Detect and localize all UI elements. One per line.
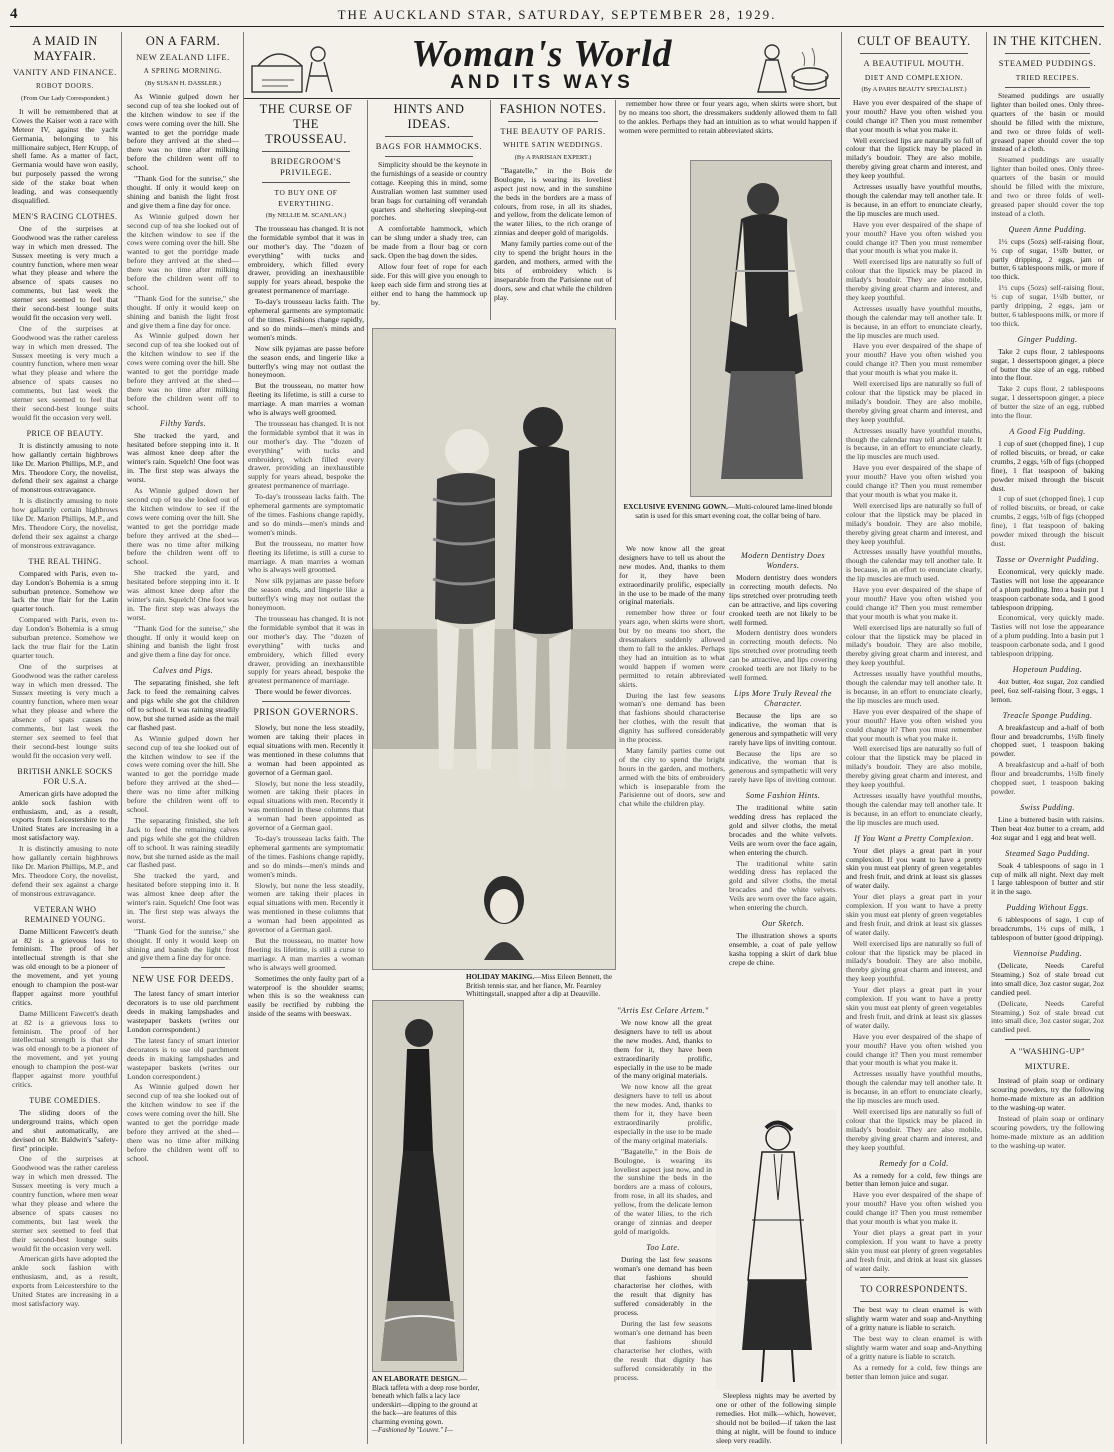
caption-text: Miss Eileen Bennett, the British tennis star, and her fiance, Mr. Fearnley Whittingstall, snapped after a dip at Deauville. (466, 973, 613, 999)
divider (860, 1301, 968, 1302)
column-cult-of-beauty (846, 32, 982, 1444)
headline: A "WASHING-UP" MIXTURE. (1009, 1046, 1086, 1072)
article-text: But the trousseau, no matter how fleeting its lifetime, is still a curse to marriage. A man marries a woman who is always well groomed. (248, 381, 364, 418)
caption-title: AN ELABORATE DESIGN. (372, 1375, 460, 1383)
page-number: 4 (10, 6, 18, 22)
recipe-name: Treacle Sponge Pudding. (1002, 710, 1093, 720)
subhead: A BEAUTIFUL MOUTH. (863, 58, 965, 68)
caption-evening-gown: EXCLUSIVE EVENING GOWN.—Multi-coloured lame-lined blonde satin is used for this smart evening coat, the collar being of hare. (623, 503, 833, 520)
section-heading: TUBE COMEDIES. (29, 1095, 101, 1105)
article-text: She tracked the yard, and hesitated before stepping into it. It was almost knee deep after the winter's rain. Squelch! One foot was in. The first step was always the worst. (127, 430, 239, 485)
article-text: The traditional white satin wedding dress has replaced the gold and silver cloths, the metal brocades and the white velvets. Veils are worn over the face again, when entering the church. (729, 858, 837, 913)
article-text: Have you ever despaired of the shape of your mouth? Have you often wished you could change it? Then you must remember that your mouth is what you make it. (846, 1031, 982, 1068)
article-text: Sleepless nights may be averted by one or other of the following simple remedies. Hot milk—which, however, should not be boiled—if taken the last thing at night, will be found to induce sleep very readily. (716, 1392, 836, 1444)
article-text: Modern dentistry does wonders in correcting mouth defects. No lips stretched over protruding teeth can be attractive, and lips covering crooked teeth are not likely to be well formed. (729, 573, 837, 627)
article-text: But the trousseau, no matter how fleeting its lifetime, is still a curse to marriage. A man marries a woman who is always well groomed. (248, 538, 364, 575)
divider (141, 967, 225, 968)
column-hints-and-ideas (371, 100, 487, 320)
article-text: The sliding doors of the underground trains, which open and shut automatically, are devised on Mr. Baldwin's "safety-first" principle. (12, 1107, 118, 1153)
section-heading: Modern Dentistry Does Wonders. (741, 551, 825, 570)
article-text: To-day's trousseau lacks faith. The ephemeral garments are symptomatic of the times. Fashions change rapidly, and so do minds—men's minds and women's minds. (248, 297, 364, 342)
headline: IN THE KITCHEN. (993, 34, 1102, 48)
column-rule (841, 32, 842, 1444)
elaborate-design-photo (372, 1000, 464, 1372)
article-text: As a remedy for a cold, few things are better than lemon juice and sugar. (846, 1170, 982, 1189)
article-text: Steamed puddings are usually lighter than boiled ones. Only three-quarters of the basin or mould should be filled with the mixture, and two or three folds of well-greased paper should cover the top instead of a cloth. (991, 91, 1104, 154)
column-on-a-farm (127, 32, 239, 1444)
article-text: To-day's trousseau lacks faith. The ephemeral garments are symptomatic of the times. Fashions change rapidly, and so do minds—men's minds and women's minds. (248, 492, 364, 537)
woman-portrait-icon (470, 860, 538, 960)
recipe-name: A Good Fig Pudding. (1009, 427, 1086, 436)
article-text: As a remedy for a cold, few things are better than lemon juice and sugar. (846, 1362, 982, 1381)
article-text: Because the lips are so indicative, the woman that is generous and sympathetic will very rarely have lips of inviting contour. (729, 748, 837, 785)
column-rule (367, 100, 368, 1444)
column-beauty-middle (729, 545, 837, 1105)
article-text: Slowly, but none the less steadily, women are taking their places in equal situations with men. Recently it was mentioned in these columns that a woman had been appointed as governor of a German gaol. (248, 723, 364, 777)
headline: THE CURSE OF THE (259, 102, 353, 131)
article-text: Well exercised lips are naturally so full of colour that the lipstick may be placed in milady's boudoir. They are also mobile, thereby giving great charm and interest, and they keep youthful. (846, 938, 982, 984)
recipe-name: Ginger Pudding. (1017, 334, 1078, 344)
article-text: Your diet plays a great part in your complexion. If you want to have a pretty skin you must eat plenty of green vegetables and fresh fruit, and drink at least six glasses of water daily. (846, 985, 982, 1030)
recipe-text: Economical, very quickly made. Tasties will not lose the appearance of a plum pudding. Into a basin put 1 teaspoon carbonate soda, and 1 good tablespoon dripping. (991, 613, 1104, 659)
article-text: The separating finished, she left Jack to feed the remaining calves and pigs while she got the children off to school. It was raining steadily now, but she turned aside as the mail car flashed past. (127, 678, 239, 732)
evening-coat-figure-icon (691, 161, 831, 496)
subhead: WHITE SATIN WEDDINGS. (503, 141, 603, 149)
article-text: remember how three or four years ago, when skirts were short, but by no means too short, the dressmakers suddenly allowed them to fall to the ankles. Perhaps they had an intuition as to what would happen if women were permitted to retain abbreviated skirts. (619, 608, 725, 689)
divider (385, 156, 473, 157)
subhead: BRIDEGROOM'S PRIVILEGE. (270, 156, 342, 177)
article-text: Now silk pyjamas are passe before the season ends, and lingerie like a butterfly's wing may not outlast the honeymoon. (248, 576, 364, 613)
womans-world-banner (244, 32, 840, 99)
subhead: BAGS FOR HAMMOCKS. (375, 141, 483, 151)
article-text: Your diet plays a great part in your complexion. If you want to have a pretty skin you must eat plenty of green vegetables and fresh fruit, and drink at least six glasses of water daily. (846, 845, 982, 891)
article-text: The separating finished, she left Jack to feed the remaining calves and pigs while she got the children off to school. It was raining steadily now, but she turned aside as the mail car flashed past. (127, 815, 239, 870)
caption-title: EXCLUSIVE EVENING GOWN. (623, 503, 728, 511)
article-text: Actresses usually have youthful mouths, though the calendar may tell another tale. It is because, in an effort to enunciate clearly, the lip muscles are much used. (846, 1069, 982, 1106)
article-text: She tracked the yard, and hesitated before stepping into it. It was almost knee deep after the winter's rain. Squelch! One foot was in. The first step was always the worst. (127, 568, 239, 622)
section-heading: Filthy Yards. (160, 418, 206, 428)
sports-ensemble-sketch (716, 1110, 836, 1390)
article-text: Well exercised lips are naturally so full of colour that the lipstick may be placed in milady's boudoir. They are also mobile, thereby giving great charm and interest, and they keep youthful. (846, 500, 982, 546)
byline: (By A PARIS BEAUTY SPECIALIST.) (861, 86, 967, 93)
column-fashion-middle (619, 545, 725, 995)
article-text: The illustration shows a sports ensemble, a coat of pale yellow kasha topping a skirt of dark blue crepe de chine. (729, 931, 837, 967)
article-text: Well exercised lips are naturally so full of colour that the lipstick may be placed in milady's boudoir. They are also mobile, thereby giving great charm and interest, and they keep youthful. (846, 257, 982, 302)
recipe-name: Pudding Without Eggs. (1006, 903, 1089, 913)
article-text: As Winnie gulped down her second cup of tea she looked out of the kitchen window to see if the cows were coming over the hill. She wanted to get the porridge made before they arrived at the shed—there was no time after milking before the children went off to school. (127, 91, 239, 173)
article-text: Well exercised lips are naturally so full of colour that the lipstick may be placed in milady's boudoir. They are also mobile, thereby giving great charm and interest, and they keep youthful. (846, 135, 982, 181)
section-heading: THE REAL THING. (28, 556, 102, 566)
article-text: Many family parties come out of the city to spend the bright hours in the garden, and mothers, armed with the bits of embroidery which is inseparable from the Parisienne out of doors, sew and chat while the children play. (619, 745, 725, 809)
recipe-text: 1½ cups (5ozs) self-raising flour, ½ cup of sugar, 1½lb butter, or partly dripping, 2 eggs, jam or butter, 6 tablespoons milk, or more if too thick. (991, 236, 1104, 282)
article-text: Have you ever despaired of the shape of your mouth? Have you often wished you could change it? Then you must remember that your mouth is what you make it. (846, 219, 982, 256)
article-text: Steamed puddings are usually lighter than boiled ones. Only three-quarters of the basin or mould should be filled with the mixture, and two or three folds of well-greased paper should cover the top instead of a cloth. (991, 155, 1104, 218)
article-text: "Thank God for the sunrise," she thought. If only it would keep on shining and banish the light frost and give them a fine day for once. (127, 293, 239, 330)
section-heading: Too Late. (646, 1242, 680, 1252)
article-text: We now know all the great designers have to tell us about the new modes. And, thanks to them for it, they have been extraordinarily prolific, especially in the use to be made of the many original materials. (614, 1082, 712, 1145)
article-text: Actresses usually have youthful mouths, though the calendar may tell another tale. It is because, in an effort to enunciate clearly, the lip muscles are much used. (846, 547, 982, 584)
banner-title: Woman's World (411, 33, 673, 75)
article-text: But the trousseau, no matter how fleeting its lifetime, is still a curse to marriage. A man marries a woman who is always well groomed. (248, 935, 364, 972)
article-text: Dame Millicent Fawcett's death at 82 is a grievous loss to feminism. The proof of her intellectual strength is that she was old enough to be a pioneer of the movement, and yet young enough to champion the post-war flapper against more youthful critics. (12, 926, 118, 1007)
recipe-text: 1½ cups (5ozs) self-raising flour, ½ cup of sugar, 1½lb butter, or partly dripping, 2 eggs, jam or butter, 6 tablespoons milk, or more if too thick. (991, 283, 1104, 328)
headline: A MAID IN MAYFAIR. (32, 34, 98, 63)
article-text: One of the surprises at Goodwood was the rather careless way in which men dressed. The Sussex meeting is very much a country function, where men wear what they please and where the absence of spats causes no comments, but last week the sterner sex seemed to feel that their second-best lounge suits would fit the occasion very well. (12, 223, 118, 322)
article-text: During the last few seasons woman's one demand has been that fashions should characterise her clothes, with the result that dignity has suffered considerably in the process. (614, 1319, 712, 1382)
article-text: Actresses usually have youthful mouths, though the calendar may tell another tale. It is because, in an effort to enunciate clearly, the lip muscles are much used. (846, 303, 982, 340)
byline: (From Our Lady Correspondent.) (21, 95, 109, 102)
subhead: DIET AND COMPLEXION. (864, 73, 964, 82)
headline: HINTS AND IDEAS. (393, 102, 465, 131)
column-in-the-kitchen (991, 32, 1104, 1444)
caption-text: Multi-coloured lame-lined blonde satin is used for this smart evening coat, the collar being of hare. (635, 503, 833, 520)
section-heading: Remedy for a Cold. (879, 1158, 949, 1168)
article-text: As Winnie gulped down her second cup of tea she looked out of the kitchen window to see if the cows were coming over the hill. She wanted to get the porridge made before they arrived at the shed—there was no time after milking before the children went off to school. (127, 1082, 239, 1163)
banner-subtitle: AND ITS WAYS (450, 72, 634, 93)
article-text: Compared with Paris, even to-day London's Bohemia is a smug suburban pretence. Somehow we lack the true flair for the Latin quarter touch. (12, 615, 118, 660)
article-text: Instead of plain soap or ordinary scouring powders, try the following home-made mixture as an addition to the washing-up water. (991, 1113, 1104, 1150)
divider (1005, 53, 1090, 54)
article-text: "Thank God for the sunrise," she thought. If only it would keep on shining and banish the light frost and give them a fine day for once. (127, 926, 239, 963)
article-text: The latest fancy of smart interior decorators is to use old parchment deeds in making lampshades and wastepaper baskets (writes our London correspondent.) (127, 1035, 239, 1081)
subhead: STEAMED PUDDINGS. (998, 58, 1097, 68)
recipe-text: 1 cup of suet (chopped fine), 1 cup of rolled biscuits, or bread, or cake crumbs, 2 eggs, ½lb of figs (chopped fine), 1 flat teaspoon of baking powder mixed through the biscuit dust. (991, 439, 1104, 493)
article-text: It is distinctly amusing to note how gallantly certain highbrows like Dr. Marion Phillips, M.P., and Mrs. Theodore Cory, the novelist, defend their sex against a charge of monstrous extravagance. (12, 844, 118, 898)
article-text: Because the lips are so indicative, the woman that is generous and sympathetic will very rarely have lips of inviting contour. (729, 710, 837, 747)
subhead: VANITY AND FINANCE. (13, 67, 117, 77)
column-rule (986, 32, 987, 1444)
byline: (By A PARISIAN EXPERT.) (514, 154, 592, 161)
subhead: ROBOT DOORS. (35, 82, 95, 90)
column-rule (121, 32, 122, 1444)
recipe-name: Hopetoun Pudding. (1012, 664, 1083, 674)
caption-title: HOLIDAY MAKING. (466, 973, 535, 981)
article-text: One of the surprises at Goodwood was the rather careless way in which men dressed. The Sussex meeting is very much a country function, where men wear what they please and where the absence of spats causes no comments, but last week the sterner sex seemed to feel that their second-best lounge suits would fit the occasion very well. (12, 661, 118, 760)
headline: PRISON GOVERNORS. (253, 708, 359, 719)
caption-elaborate-design: AN ELABORATE DESIGN.—Black taffeta with a deep rose border, beneath which falls a lacy lace underskirt—dipping to the ground at the back—are features of this charming evening gown. —Fashioned by "Louvre." I— (372, 1375, 482, 1435)
article-text: One of the surprises at Goodwood was the rather careless way in which men dressed. The Sussex meeting is very much a country function, where men wear what they please and where the absence of spats causes no comments, but last week the sterner sex seemed to feel that their second-best lounge suits would fit the occasion very well. (12, 1154, 118, 1253)
byline: (By SUSAN H. DASSLER.) (144, 80, 222, 87)
section-heading: PRICE OF BEAUTY. (26, 428, 104, 438)
subhead: NEW ZEALAND LIFE. (136, 52, 230, 62)
divider (385, 136, 473, 137)
article-text: Actresses usually have youthful mouths, though the calendar may tell another tale. It is because, in an effort to enunciate clearly, the lip muscles are much used. (846, 790, 982, 827)
article-text: Allow four feet of rope for each side. For this will give you enough to keep each side firm and strong ties at either end to hang the hammock up by. (371, 261, 487, 307)
column-rule (243, 32, 244, 1444)
recipe-text: Take 2 cups flour, 2 tablespoons sugar, 1 dessertspoon ginger, a piece of butter the size of an egg, rubbed into the flour. (991, 346, 1104, 383)
headline: NEW USE FOR DEEDS. (132, 974, 234, 985)
recipe-name: Tasse or Overnight Pudding. (996, 554, 1099, 564)
column-fashion-notes (494, 100, 612, 320)
article-text: One of the surprises at Goodwood was the rather careless way in which men dressed. The Sussex meeting is very much a country function, where men wear what they please and where the absence of spats causes no comments, but last week the sterner sex seemed to feel that their second-best lounge suits would fit the occasion very well. (12, 323, 118, 422)
sports-ensemble-figure-icon (716, 1110, 836, 1390)
article-text: American girls have adopted the ankle sock fashion with enthusiasm, and, as a result, exports from Leicestershire to the United States are increasing in a most satisfactory way. (12, 1254, 118, 1308)
article-text: As Winnie gulped down her second cup of tea she looked out of the kitchen window to see if the cows were coming over the hill. She wanted to get the porridge made before they arrived at the shed—there was no time after milking before the children went off to school. (127, 211, 239, 292)
recipe-text: (Delicate, Needs Careful Steaming.) Soz of stale bread cut into small dice, 3oz castor sugar, 2oz candied peel. (991, 960, 1104, 997)
recipe-name: Swiss Pudding. (1020, 802, 1075, 812)
article-text: Have you ever despaired of the shape of your mouth? Have you often wished you could change it? Then you must remember that your mouth is what you make it. (846, 463, 982, 499)
article-text: The best way to clean enamel is with slightly warm water and soap and-Anything of a gritty nature is liable to scratch. (846, 1334, 982, 1361)
recipe-name: Steamed Sago Pudding. (1005, 848, 1090, 858)
article-text: Slowly, but none the less steadily, women are taking their places in equal situations with men. Recently it was mentioned in these columns that a woman had been appointed as governor of a German gaol. (248, 880, 364, 935)
article-text: As Winnie gulped down her second cup of tea she looked out of the kitchen window to see if the cows were coming over the hill. She wanted to get the porridge made before they arrived at the shed—there was no time after milking before the children went off to school. (127, 733, 239, 814)
article-text: During the last few seasons woman's one demand has been that fashions should characterise her clothes, with the result that dignity has suffered considerably in the process. (619, 690, 725, 745)
article-text: Have you ever despaired of the shape of your mouth? Have you often wished you could change it? Then you must remember that your mouth is what you make it. (846, 585, 982, 621)
headline: TO CORRESPONDENTS. (860, 1284, 968, 1295)
subhead: TO BUY ONE OF EVERYTHING. (274, 188, 338, 208)
headline: CULT OF BEAUTY. (857, 34, 971, 48)
article-text: Well exercised lips are naturally so full of colour that the lipstick may be placed in milady's boudoir. They are also mobile, thereby giving great charm and interest, and they keep youthful. (846, 622, 982, 668)
recipe-name: Queen Anne Pudding. (1008, 224, 1087, 234)
article-text: The best way to clean enamel is with slightly warm water and soap and-Anything of a gritty nature is liable to scratch. (846, 1305, 982, 1333)
article-text: During the last few seasons woman's one demand has been that fashions should characterise her clothes, with the result that dignity has suffered considerably in the process. (614, 1254, 712, 1318)
article-text: She tracked the yard, and hesitated before stepping into it. It was almost knee deep after the winter's rain. Squelch! One foot was in. The first step was always the worst. (127, 871, 239, 925)
column-trousseau (248, 100, 364, 1444)
article-text: There would be fewer divorces. (255, 687, 352, 697)
article-text: The trousseau has changed. It is not the formidable symbol that it was in our mother's day. The "dozen of everything" with tucks and embroidery, which filled every drawer, providing an inexhaustible supply for years ahead, bespoke the greatest permanence of marriage. (248, 223, 364, 296)
article-text: "Thank God for the sunrise," she thought. If only it would keep on shining and banish the light frost and give them a fine day for once. (127, 174, 239, 210)
article-text: The trousseau has changed. It is not the formidable symbol that it was in our mother's day. The "dozen of everything" with tucks and embroidery, which filled every drawer, providing an inexhaustible supply for years ahead, bespoke the greatest permanence of marriage. (248, 418, 364, 491)
article-text: Have you ever despaired of the shape of your mouth? Have you often wished you could change it? Then you must remember that your mouth is what you make it. (846, 341, 982, 378)
cooking-illustration-icon (744, 36, 836, 96)
recipe-text: A breakfastcup and a-half of both flour and breadcrumbs, 1½lb finely chopped suet, 1 teaspoon baking powder. (991, 722, 1104, 759)
sewing-illustration-icon (248, 36, 340, 96)
article-text: To-day's trousseau lacks faith. The ephemeral garments are symptomatic of the times. Fashions change rapidly, and so do minds—men's minds and women's minds. (248, 834, 364, 879)
column-sleepless (716, 1392, 836, 1444)
article-text: Have you ever despaired of the shape of your mouth? Have you often wished you could change it? Then you must remember that your mouth is what you make it. (846, 706, 982, 743)
recipe-text: A breakfastcup and a-half of both flour and breadcrumbs, 1½lb finely chopped suet, 1 teaspoon baking powder. (991, 760, 1104, 796)
subhead: A SPRING MORNING. (143, 67, 223, 75)
article-text: Compared with Paris, even to-day London's Bohemia is a smug suburban pretence. Somehow we lack the true flair for the Latin quarter touch. (12, 568, 118, 614)
subhead: TRIED RECIPES. (1015, 73, 1080, 82)
article-text: Actresses usually have youthful mouths, though the calendar may tell another tale. It is because, in an effort to enunciate clearly, the lip muscles are much used. (846, 425, 982, 462)
article-text: "Bagatelle," in the Bois de Boulogne, is wearing its loveliest aspect just now, and in the sunshine the beds in the borders are a mass of colours, from rose, in all its shades, and yellow, from the delicate lemon of the water lilies, to the rich orange of zinnias and deeper gold of marigolds. (614, 1146, 712, 1236)
caption-holiday-making: HOLIDAY MAKING.—Miss Eileen Bennett, the British tennis star, and her fiance, Mr. Fearnley Whittingstall, snapped after a dip at Deauville. (466, 973, 613, 999)
article-text: As Winnie gulped down her second cup of tea she looked out of the kitchen window to see if the cows were coming over the hill. She wanted to get the porridge made before they arrived at the shed—there was no time after milking before the children went off to school. (127, 331, 239, 412)
caption-credit: —Fashioned by "Louvre." I— (372, 1426, 453, 1434)
article-text: American girls have adopted the ankle sock fashion with enthusiasm, and, as a result, exports from Leicestershire to the United States are increasing in a most satisfactory way. (12, 788, 118, 843)
article-text: Well exercised lips are naturally so full of colour that the lipstick may be placed in milady's boudoir. They are also mobile, thereby giving great charm and interest, and they keep youthful. (846, 379, 982, 424)
article-text: Your diet plays a great part in your complexion. If you want to have a pretty skin you must eat plenty of green vegetables and fresh fruit, and drink at least six glasses of water daily. (846, 1227, 982, 1273)
masthead (10, 6, 1104, 27)
article-text: The trousseau has changed. It is not the formidable symbol that it was in our mother's day. The "dozen of everything" with tucks and embroidery, which filled every drawer, providing an inexhaustible supply for years ahead, bespoke the greatest permanence of marriage. (248, 613, 364, 686)
article-text: A comfortable hammock, which can be slung under a shady tree, can be made from a flour bag or corn sack. Open the bag down the sides. (371, 224, 487, 261)
subhead: THE BEAUTY OF PARIS. (500, 126, 606, 136)
recipe-text: Line a buttered basin with raisins. Then beat 4oz butter to a cream, add 4oz sugar and 1 egg and beat well. (991, 814, 1104, 842)
article-text: The latest fancy of smart interior decorators is to use old parchment deeds in making lampshades and wastepaper baskets (writes our London correspondent.) (127, 989, 239, 1034)
article-text: The traditional white satin wedding dress has replaced the gold and silver cloths, the metal brocades and the white velvets. Veils are worn over the face again, when entering the church. (729, 803, 837, 857)
article-text: Actresses usually have youthful mouths, though the calendar may tell another tale. It is because, in an effort to enunciate clearly, the lip muscles are much used. (846, 182, 982, 218)
column-fashion-lower (614, 1000, 712, 1444)
column-maid-in-mayfair (12, 32, 118, 1444)
article-text: Slowly, but none the less steadily, women are taking their places in equal situations with men. Recently it was mentioned in these columns that a woman had been appointed as governor of a German gaol. (248, 778, 364, 833)
article-text: As Winnie gulped down her second cup of tea she looked out of the kitchen window to see if the cows were coming over the hill. She wanted to get the porridge made before they arrived at the shed—there was no time after milking before the children went off to school. (127, 486, 239, 567)
article-text: It will be remembered that at Cowes the Kaiser won a race with Meteor IV, against the yacht Germania, belonging to his millionaire subject, Herr Krupp, of shell fame. As a matter of fact, Germania would have won easily, but purposely passed the wrong side of the stake boat when leading, and was consequently disqualified. (12, 106, 118, 205)
recipe-text: 1 cup of suet (chopped fine), 1 cup of rolled biscuits, or bread, or cake crumbs, 2 eggs, ½lb of figs (chopped fine), 1 flat teaspoon of baking powder mixed through the biscuit dust. (991, 494, 1104, 548)
headline: TROUSSEAU. (265, 132, 347, 146)
article-text: Well exercised lips are naturally so full of colour that the lipstick may be placed in milady's boudoir. They are also mobile, thereby giving great charm and interest, and they keep youthful. (846, 744, 982, 790)
article-text: It is distinctly amusing to note how gallantly certain highbrows like Dr. Marion Phillips, M.P., and Mrs. Theodore Cory, the novelist, defend their sex against a charge of monstrous extravagance. (12, 496, 118, 550)
article-text: Have you ever despaired of the shape of your mouth? Have you often wished you could change it? Then you must remember that your mouth is what you make it. (846, 1190, 982, 1227)
portrait-photo (470, 860, 538, 960)
section-heading: Our Sketch. (761, 919, 805, 928)
article-text: We now know all the great designers have to tell us about the new modes. And, thanks to them for it, they have been extraordinarily prolific, especially in the use to be made of the many original materials. (614, 1018, 712, 1081)
divider (262, 701, 350, 702)
divider (1005, 1039, 1090, 1040)
section-heading: If You Want a Pretty Complexion. (854, 833, 974, 843)
recipe-text: Take 2 cups flour, 2 tablespoons sugar, 1 dessertspoon ginger, a piece of butter the size of an egg, rubbed into the flour. (991, 384, 1104, 421)
article-text: "Bagatelle," in the Bois de Boulogne, is wearing its loveliest aspect just now, and in the sunshine the beds in the borders are a mass of colours, from rose, in all its shades, and yellow, from the delicate lemon of the water lilies, to the rich orange of zinnias and deeper gold of marigolds. (494, 165, 612, 238)
article-text: It is distinctly amusing to note how gallantly certain highbrows like Dr. Marion Phillips, M.P., and Mrs. Theodore Cory, the novelist, defend their sex against a charge of monstrous extravagance. (12, 440, 118, 495)
article-text: "Thank God for the sunrise," she thought. If only it would keep on shining and banish the light frost and give them a fine day for once. (127, 623, 239, 660)
recipe-text: Economical, very quickly made. Tasties will not lose the appearance of a plum pudding. Into a basin put 1 teaspoon carbonate soda, and 1 good tablespoon dripping. (991, 566, 1104, 612)
divider (262, 182, 350, 183)
section-heading: BRITISH ANKLE SOCKS FOR U.S.A. (17, 766, 113, 786)
taffeta-gown-figure-icon (373, 1001, 463, 1371)
article-text: Modern dentistry does wonders in correcting mouth defects. No lips stretched over protruding teeth can be attractive, and lips covering crooked teeth are not likely to be well formed. (729, 628, 837, 682)
section-heading: Calves and Pigs. (152, 666, 214, 676)
recipe-text: Soak 4 tablespoons of sago in 1 cup of milk all night. Next day melt 1 large tablespoon of butter and stir it in the sago. (991, 860, 1104, 897)
divider (262, 151, 350, 152)
section-heading: "Artis Est Celare Artem." (617, 1006, 709, 1015)
recipe-text: (Delicate, Needs Careful Steaming.) Soz of stale bread cut into small dice, 3oz castor sugar, 2oz candied peel. (991, 998, 1104, 1035)
byline: (By NELLIE M. SCANLAN.) (265, 212, 347, 219)
divider (508, 121, 598, 122)
recipe-text: 4oz butter, 4oz sugar, 2oz candied peel, 6oz self-raising flour, 3 eggs, 1 lemon. (991, 676, 1104, 704)
article-text: Instead of plain soap or ordinary scouring powders, try the following home-made mixture as an addition to the washing-up water. (991, 1076, 1104, 1112)
section-heading: Lips More Truly Reveal the Character. (734, 688, 832, 708)
article-text: Your diet plays a great part in your complexion. If you want to have a pretty skin you must eat plenty of green vegetables and fresh fruit, and drink at least six glasses of water daily. (846, 892, 982, 937)
headline: ON A FARM. (145, 34, 221, 48)
article-text: Now silk pyjamas are passe before the season ends, and lingerie like a butterfly's wing may not outlast the honeymoon. (248, 343, 364, 380)
article-text: Dame Millicent Fawcett's death at 82 is a grievous loss to feminism. The proof of her intellectual strength is that she was old enough to be a pioneer of the movement, and yet young enough to champion the post-war flapper against more youthful critics. (12, 1008, 118, 1089)
divider (860, 1277, 968, 1278)
recipe-name: Viennoise Pudding. (1012, 948, 1083, 958)
article-text: Have you ever despaired of the shape of your mouth? Have you often wished you could change it? Then you must remember that your mouth is what you make it. (846, 97, 982, 134)
article-text: Well exercised lips are naturally so full of colour that the lipstick may be placed in milady's boudoir. They are also mobile, thereby giving great charm and interest, and they keep youthful. (846, 1106, 982, 1152)
article-text: Simplicity should be the keynote in the furnishings of a seaside or country cottage. Keeping this in mind, some Australian women last summer used bran bags for curtaining off verandah quarters and sheltering sleeping-out porches. (371, 160, 487, 223)
headline: FASHION NOTES. (499, 102, 607, 116)
article-text: Sometimes the only faulty part of a waterproof is the shoulder seams; when this is so the weakness can easily be rectified by rubbing the inside of the seams with beeswax. (248, 973, 364, 1019)
recipe-text: 6 tablespoons of sago, 1 cup of breadcrumbs, 1½ cups of milk, 1 tablespoon of butter (good dripping). (991, 915, 1104, 943)
divider (860, 53, 968, 54)
article-text: We now know all the great designers have to tell us about the new modes. And, thanks to them for it, they have been extraordinarily prolific, especially in the use to be made of the many original materials. (619, 545, 725, 607)
column-rule (615, 100, 616, 320)
article-text: remember how three or four years ago, when skirts were short, but by no means too short, the dressmakers suddenly allowed them to fall to the ankles. Perhaps they had an intuition as to what would happen if women were permitted to retain abbreviated skirts. (619, 100, 837, 135)
section-heading: Some Fashion Hints. (745, 791, 821, 801)
evening-gown-photo (690, 160, 832, 497)
article-text: Many family parties come out of the city to spend the bright hours in the garden, and mothers, armed with the bits of embroidery which is inseparable from the Parisienne out of doors, sew and chat while the children play. (494, 239, 612, 302)
section-heading: VETERAN WHO REMAINED YOUNG. (24, 904, 106, 924)
column-rule (490, 100, 491, 320)
section-heading: MEN'S RACING CLOTHES. (12, 211, 118, 221)
divider (1005, 87, 1090, 88)
article-text: Actresses usually have youthful mouths, though the calendar may tell another tale. It is because, in an effort to enunciate clearly, the lip muscles are much used. (846, 669, 982, 705)
newspaper-title: THE AUCKLAND STAR, SATURDAY, SEPTEMBER 28, 1929. (337, 7, 777, 22)
caption-text: Black taffeta with a deep rose border, beneath which falls a lacy lace underskirt—dipping to the ground at the back—are features of this charming evening gown. (372, 1383, 480, 1426)
